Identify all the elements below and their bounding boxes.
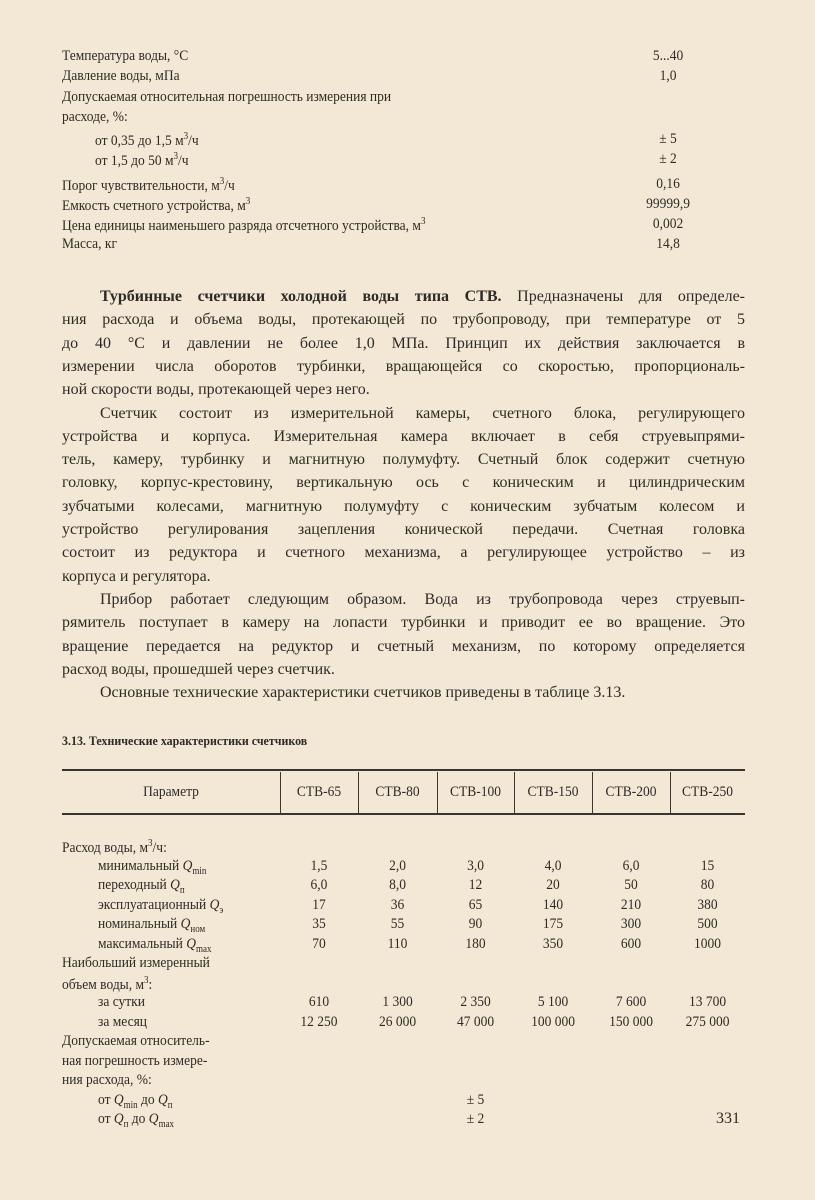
q-subscript: max xyxy=(196,943,212,955)
row-label: номинальный $Q_{ном}$ xyxy=(98,916,206,935)
table-cell: 7 600 xyxy=(615,994,647,1010)
table-cell: 90 xyxy=(468,916,483,932)
table-cell: 26 000 xyxy=(378,1013,417,1030)
spec-label: расходе, %: xyxy=(62,109,128,125)
spec-value: ± 5 xyxy=(659,131,677,147)
q-subscript: min xyxy=(123,1099,138,1111)
row-label: Допускаемая относитель- xyxy=(62,1033,210,1049)
section-heading: Турбинные счетчики холодной воды типа СТВ. xyxy=(100,288,502,305)
table-cell: ± 5 xyxy=(466,1091,485,1108)
table-header-cell: СТВ-80 xyxy=(375,784,420,800)
table-cell: 600 xyxy=(620,935,642,952)
table-cell: 300 xyxy=(620,916,642,932)
paragraph-line: ния расхода и объема воды, протекающей по трубопроводу, при температуре от 5 xyxy=(62,311,745,329)
table-cell: 8,0 xyxy=(389,877,406,893)
table-header-cell: СТВ-250 xyxy=(681,784,733,800)
table-header-cell: СТВ-65 xyxy=(296,784,342,800)
table-cell: 2,0 xyxy=(389,857,406,874)
q-symbol: Q xyxy=(113,1111,124,1127)
table-cell: 1,5 xyxy=(310,857,328,874)
q-symbol: Q xyxy=(170,877,180,893)
table-cell: 80 xyxy=(700,877,715,893)
q-subscript: min xyxy=(192,865,207,877)
row-label: за месяц xyxy=(98,1013,148,1030)
q-symbol: Q xyxy=(186,935,197,952)
table-cell: 55 xyxy=(390,916,405,932)
row-label: Расход воды, $м^3/ч$: xyxy=(62,838,167,856)
q-subscript: э xyxy=(219,904,224,916)
table-cell: 17 xyxy=(312,896,326,913)
table-header-cell: Параметр xyxy=(143,784,199,800)
column-divider xyxy=(437,772,438,813)
spec-value: 1,0 xyxy=(659,68,677,84)
spec-label: от 1,5 до 50 $м^3/ч$ xyxy=(95,151,189,169)
table-cell: 140 xyxy=(542,896,564,913)
table-cell: 35 xyxy=(312,916,326,932)
row-label: минимальный $Q_{min}$ xyxy=(98,857,207,877)
table-cell: 65 xyxy=(468,896,483,913)
row-label: ная погрешность измере- xyxy=(62,1052,208,1069)
table-cell: 47 000 xyxy=(456,1013,495,1030)
paragraph-line: состоит из редуктора и счетного механизма, а регулирующее устройство – из xyxy=(62,544,745,562)
table-cell: 6,0 xyxy=(622,857,640,874)
row-label: объем воды, $м^3$: xyxy=(62,974,153,993)
table-cell: 20 xyxy=(546,877,560,893)
table-cell: 5 100 xyxy=(537,994,569,1010)
table-cell: 4,0 xyxy=(544,857,562,874)
row-label: максимальный $Q_{max}$ xyxy=(98,935,212,955)
paragraph-line: устройства и корпуса. Измерительная камера включает в себя струевыпрями- xyxy=(62,427,745,445)
q-symbol: Q xyxy=(209,896,220,913)
table-cell: ± 2 xyxy=(466,1111,485,1127)
paragraph-line: головку, корпус-крестовину, вертикальную ось с коническим и цилиндрическим xyxy=(62,474,745,492)
spec-label: Давление воды, мПа xyxy=(62,68,180,84)
table-cell: 3,0 xyxy=(467,857,484,874)
table-cell: 15 xyxy=(700,857,715,874)
row-label: от $Q_{min}$ до $Q_п$ xyxy=(98,1091,173,1111)
q-subscript: ном xyxy=(190,924,206,935)
paragraph-line: Счетчик состоит из измерительной камеры, счетного блока, регулирующего xyxy=(100,404,745,422)
paragraph-line: расход воды, прошедшей через счетчик. xyxy=(62,660,335,678)
spec-label: Цена единицы наименьшего разряда отсчетного устройства, $м^3$ xyxy=(62,216,426,234)
spec-label: Масса, кг xyxy=(62,236,117,252)
table-cell: 275 000 xyxy=(685,1013,730,1030)
table-cell: 110 xyxy=(387,935,408,952)
q-symbol: Q xyxy=(148,1111,159,1127)
paragraph-line: ной скорости воды, протекающей через него. xyxy=(62,381,370,399)
paragraph-line: Прибор работает следующим образом. Вода из трубопровода через струевып- xyxy=(100,590,745,608)
paragraph-line: Турбинные счетчики холодной воды типа СТВ. Предназначены для определе- xyxy=(100,288,745,305)
table-cell: 70 xyxy=(312,935,326,952)
table-cell: 13 700 xyxy=(688,994,727,1010)
row-label: переходный $Q_п$ xyxy=(98,877,185,896)
spec-label: Порог чувствительности, $м^3/ч$ xyxy=(62,176,235,194)
paragraph-line: измерении числа оборотов турбинки, вращающейся со скоростью, пропорциональ- xyxy=(62,357,745,375)
spec-value: 99999,9 xyxy=(646,196,690,212)
column-divider xyxy=(358,772,359,813)
q-symbol: Q xyxy=(182,857,193,874)
table-cell: 175 xyxy=(542,916,564,932)
row-label: от $Q_п$ до $Q_{max}$ xyxy=(98,1111,175,1130)
table-header-cell: СТВ-150 xyxy=(527,784,579,800)
table-cell: 36 xyxy=(390,896,405,913)
row-label: Наибольший измеренный xyxy=(62,955,210,971)
table-cell: 500 xyxy=(697,916,718,932)
paragraph-line: Основные технические характеристики счетчиков приведены в таблице 3.13. xyxy=(100,684,626,702)
table-cell: 610 xyxy=(308,994,330,1010)
table-cell: 1000 xyxy=(694,935,721,952)
column-divider xyxy=(514,772,515,813)
spec-value: ± 2 xyxy=(659,151,677,167)
table-top-rule xyxy=(62,769,745,771)
spec-label: Емкость счетного устройства, $м^3$ xyxy=(62,196,251,214)
spec-value: 14,8 xyxy=(656,236,680,252)
table-cell: 100 000 xyxy=(531,1013,575,1030)
table-cell: 12 xyxy=(468,877,483,893)
paragraph-line: корпуса и регулятора. xyxy=(62,567,211,585)
row-label: ния расхода, %: xyxy=(62,1072,152,1088)
paragraph-line: тель, камеру, турбинку и магнитную полумуфту. Счетный блок содержит счетную xyxy=(62,451,745,469)
table-cell: 210 xyxy=(620,896,642,913)
spec-label: от 0,35 до 1,5 $м^3/ч$ xyxy=(95,131,199,149)
spec-label: Температура воды, °С xyxy=(62,48,189,64)
table-header-cell: СТВ-200 xyxy=(605,784,657,800)
paragraph-line: до 40 °С и давлении не более 1,0 МПа. Принцип их действия заключается в xyxy=(62,334,745,352)
table-cell: 150 000 xyxy=(609,1013,653,1030)
table-cell: 1 300 xyxy=(382,994,413,1010)
spec-value: 0,16 xyxy=(656,176,680,192)
row-label: эксплуатационный $Q_э$ xyxy=(98,896,224,916)
table-header-cell: СТВ-100 xyxy=(449,784,501,800)
table-cell: 50 xyxy=(624,877,638,893)
q-subscript: п xyxy=(167,1099,173,1111)
column-divider xyxy=(280,772,281,813)
q-subscript: п xyxy=(179,885,185,896)
table-caption: 3.13. Технические характеристики счетчиков xyxy=(62,733,308,748)
table-header-rule xyxy=(62,813,745,815)
table-cell: 2 350 xyxy=(460,994,491,1010)
paragraph-line: вращение передается на редуктор и счетный механизм, по которому определяется xyxy=(62,637,745,655)
paragraph-line: зубчатыми колесами, магнитную полумуфту с коническим зубчатым колесом и xyxy=(62,497,745,515)
q-symbol: Q xyxy=(180,916,191,932)
row-label: за сутки xyxy=(98,994,145,1010)
paragraph-line: рямитель поступает в камеру на лопасти турбинки и приводит ее во вращение. Это xyxy=(62,614,745,632)
table-cell: 350 xyxy=(542,935,564,952)
table-cell: 380 xyxy=(697,896,718,913)
page-number: 331 xyxy=(716,1110,740,1127)
column-divider xyxy=(592,772,593,813)
column-divider xyxy=(670,772,671,813)
spec-value: 5...40 xyxy=(652,48,684,64)
table-cell: 6,0 xyxy=(310,877,328,893)
q-symbol: Q xyxy=(113,1091,124,1108)
table-cell: 180 xyxy=(465,935,486,952)
paragraph-line: устройство регулирования зацепления конической передачи. Счетная головка xyxy=(62,521,745,538)
q-subscript: max xyxy=(158,1119,175,1130)
table-cell: 12 250 xyxy=(300,1013,338,1030)
spec-value: 0,002 xyxy=(652,216,684,232)
spec-label: Допускаемая относительная погрешность измерения при xyxy=(62,89,392,105)
q-symbol: Q xyxy=(157,1091,168,1108)
q-subscript: п xyxy=(123,1119,129,1130)
